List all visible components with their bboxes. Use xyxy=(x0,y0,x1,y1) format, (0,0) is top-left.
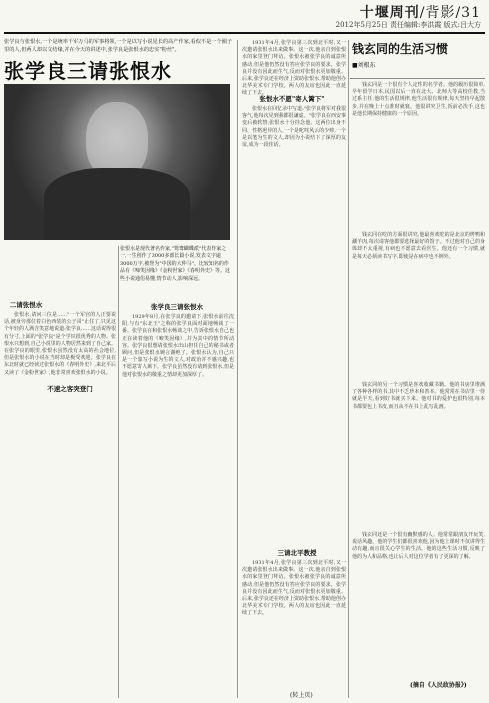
article-paragraph: 1929年8月,在张学良的邀请下,张恨水前往沈阳,与有"东北王"之称的张学良面对面地畅谈了一番。张学良在和张恨水畅谈之中,告诉张恨水自己也正在读着他的《啼笑因缘》,并为其中的情节所动容。张学良很想请张恨水出山担任自己的秘书或者顾问,但是张恨水婉言谢绝了。张恨水认为,自己只是一个靠写小说为生的文人,对政治并不感兴趣,也不愿意寄人篱下。张学良虽然没有请到张恨水,但是他对张恨水的敬重之情却更加深厚了。 xyxy=(122,314,234,378)
editor-credit: 责任编辑:李洪霞 xyxy=(390,21,442,29)
article-paragraph: 1931年4月,张学良第三次到北平时,又一次邀请张恨水出来做事。这一次,他亲自到张恨水的家里登门拜访。张恨水被张学良的诚意所感动,但是他仍然没有答应张学良的要求。张学良并没有因此而生气,反而对张恨水更加敬重。后来,张学良还在经济上资助张恨水,帮助他创办北华美术专门学校。两人的友谊也因此一直延续了下去。 xyxy=(242,40,346,97)
masthead-info xyxy=(336,20,481,30)
feature-paragraph: 钱玄同是一个很有个人定性的名学者。他的履历很简单,早年留学日本,民国以后一直在北大、北师大等高校任教,当过系主任,他的生活很规律,他生活很有规律,每天坚持早起散步,并在晚上十点准时就寝。他很讲究卫生,饭前必洗手,这也是他长期保持健康的一个原因。 xyxy=(352,82,485,117)
subhead-3: 张恨水不愿"寄人篱下" xyxy=(259,95,325,103)
article-column-2 xyxy=(122,314,234,698)
feature-header xyxy=(350,40,485,76)
subhead-2: 不速之客突登门 xyxy=(47,385,93,393)
feature-paragraph: 钱玄同还是一个很有幽默感的人。他常常跟朋友开玩笑,说话风趣。他的学生们都很喜欢他,因为他上课时不仅讲得生动有趣,而且很关心学生的生活。他的这些生活习惯,反映了他的为人和品格,也让后人对这位学者有了更深的了解。 xyxy=(352,532,485,560)
masthead xyxy=(0,0,489,34)
feature-title: 钱玄同的生活习惯 xyxy=(352,42,449,56)
feature-source: (摘自《人民政协报》) xyxy=(410,682,467,689)
issue-date: 2012年5月25日 xyxy=(335,21,388,29)
article-column-1 xyxy=(4,312,116,698)
feature-rule xyxy=(350,78,485,79)
article-column-4 xyxy=(242,560,346,688)
masthead-title xyxy=(360,2,481,22)
feature-column-2 xyxy=(352,232,485,380)
article-paragraph: 张恨水,请问三位是……"一个军官的人正要说话,被身旁那位着白色西装的公子哥"止住了,只见这个年轻的人满含笑意地说道:张学良……这话说得很有分寸,上面的"张学良"是个学识很优秀的人物。张恨水只想到,自己小说里的人物居然来到了自己家。在张学良的眼里,张恨水虽然没有太高的社会地位,但是张恨水的小说在当时却是极受欢迎。张学良在东北时就已经读过张恨水的《春明外史》,来北平后又读了《金粉世家》,他非常喜欢张恨水的小说。 xyxy=(4,312,116,376)
article-paragraph: 1931年4月,张学良第三次到北平时,又一次邀请张恨水出来做事。这一次,他亲自到张恨水的家里登门拜访。张恨水被张学良的诚意所感动,但是他仍然没有答应张学良的要求。张学良并没有因此而生气,反而对张恨水更加敬重。后来,张学良还在经济上资助张恨水,帮助他创办北华美术专门学校。两人的友谊也因此一直延续了下去。 xyxy=(242,560,346,617)
article-title: 张学良三请张恨水 xyxy=(4,59,172,83)
article-column-3 xyxy=(242,106,346,542)
feature-column-1 xyxy=(352,82,485,230)
subhead-4: 张学良三请张恨水 xyxy=(151,303,203,311)
column-divider xyxy=(118,246,119,698)
subhead-1: 二请张恨水 xyxy=(9,301,43,309)
portrait-body xyxy=(44,168,190,240)
article-paragraph: 张恨水在回忆录中写道:"张学良将军对我很客气,他每次见到我都很谦虚。"张学良在西安事变后被软禁,张恨水十分挂念他。这两位出身不同、性格迥异的人,一个是叱咤风云的少帅,一个是以笔为生的文人,却因为小说结下了深厚的友谊,成为一段佳话。 xyxy=(242,106,346,149)
article-photo xyxy=(4,84,230,240)
photo-caption: 张恨水是现代著名作家,"鸳鸯蝴蝶派"代表作家之一,一生创作了3000多部长篇小说,发表文字逾3000万字,被誉为"中国的大仲马"。比较知名的作品有《啼笑因缘》《金粉世家》《春明外史》等。这些小说通俗易懂,情节动人,影响深远。 xyxy=(120,246,231,282)
article-column-3-top xyxy=(242,40,346,97)
subhead-5: 三请北平教授 xyxy=(277,549,317,557)
page-number: /背影/31 xyxy=(419,5,481,21)
designer-credit: 版式:吕大方 xyxy=(443,21,481,29)
section-divider xyxy=(348,40,349,698)
section-name: 十堰周刊 xyxy=(359,5,420,21)
feature-paragraph: 钱玄同的另一个习惯是喜欢收藏书籍。他的书房里堆满了各种各样的书,其中不乏珍本和善本。他常常在书店里一待就是半天,看到好书就买下来。他对书的爱护也很特别,每本书都要包上书皮,而且从不在书上乱写乱画。 xyxy=(352,382,485,410)
column-divider xyxy=(237,40,238,698)
feature-column-3 xyxy=(352,382,485,530)
continue-marker: (转上页) xyxy=(290,692,313,699)
feature-paragraph: 钱玄同在吃的方面很讲究,他最喜欢吃的是北京的烤鸭和涮羊肉,每次请客他都要选择最好的馆子。不过他对自己的身体却不太重视,有病也不愿意去看医生。他还有一个习惯,就是每天必须读书写字,即使是在病中也不例外。 xyxy=(352,232,485,260)
masthead-rule xyxy=(4,32,485,34)
feature-author: ■刘根东 xyxy=(352,62,376,69)
feature-column-4 xyxy=(352,532,485,674)
article-lead: 张学良与张恨水,一个是统率千军万马的军事将领,一个是以写小说见长的高产作家,看似不是一个圈子里的人,但两人却以文结缘,并在今天的讲述中,张学良是张恨水的忠实"粉丝"。 xyxy=(4,39,233,53)
